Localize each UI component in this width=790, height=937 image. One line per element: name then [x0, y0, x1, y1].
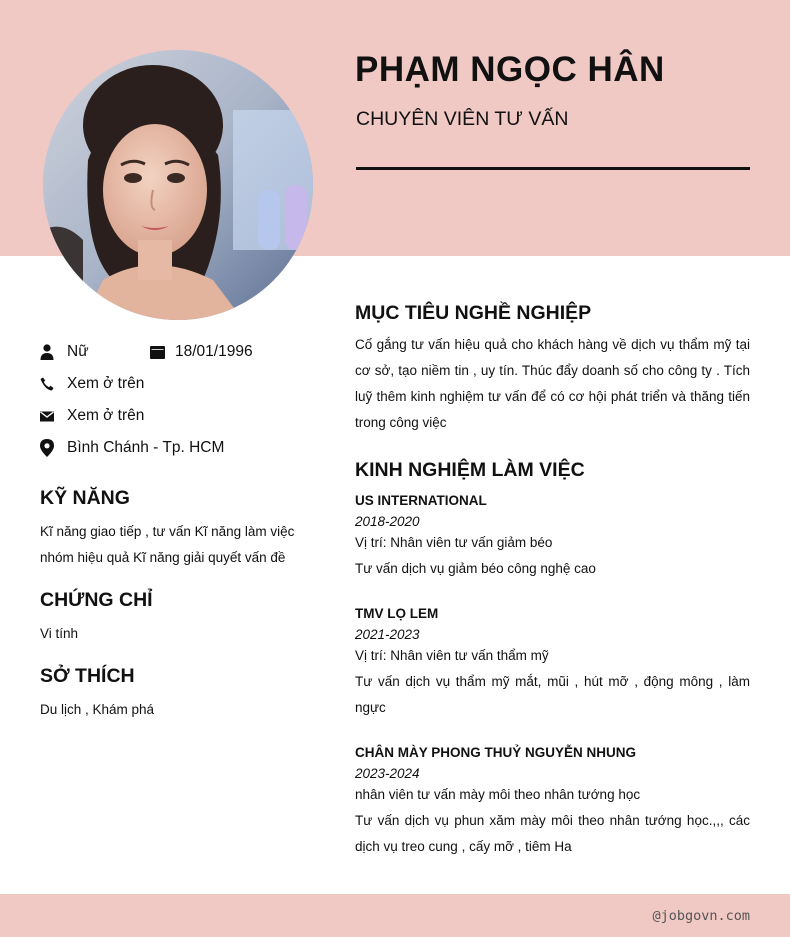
- job-description: Tư vấn dịch vụ phun xăm mày môi theo nhân tướng học.,,, các dịch vụ treo cung , cấy mỡ , tiêm Ha: [355, 813, 750, 854]
- skills-line: nhóm hiệu quả Kĩ năng giải quyết vấn đề: [40, 550, 286, 565]
- job-company: US INTERNATIONAL: [355, 493, 487, 508]
- objective-text: Cố gắng tư vấn hiệu quả cho khách hàng về dịch vụ thẩm mỹ tại cơ sở, tạo niềm tin , uy tín. Thúc đẩy doanh số cho công ty . Tích luỹ thêm kinh nghiệm tư vấn để có cơ hội phát triển và thăng tiến trong công việc: [355, 337, 750, 430]
- candidate-title: CHUYÊN VIÊN TƯ VẤN: [356, 108, 569, 130]
- email-icon: [40, 408, 54, 424]
- hobbies-text: Du lịch , Khám phá: [40, 702, 155, 717]
- job-entry: [355, 745, 750, 860]
- job-company: CHÂN MÀY PHONG THUỶ NGUYỄN NHUNG: [355, 745, 637, 760]
- title-divider: [356, 167, 750, 170]
- email-row: [40, 407, 144, 425]
- skills-line: Kĩ năng giao tiếp , tư vấn Kĩ năng làm việc: [40, 524, 295, 539]
- skills-text: [40, 519, 330, 571]
- birthdate-row: [150, 343, 253, 361]
- job-role: nhân viên tư vấn mày môi theo nhân tướng học: [355, 787, 641, 802]
- address-value: Bình Chánh - Tp. HCM: [67, 439, 225, 456]
- experience-heading: KINH NGHIỆM LÀM VIỆC: [355, 459, 585, 481]
- job-company: TMV LỌ LEM: [355, 606, 439, 621]
- job-description: Tư vấn dịch vụ thẩm mỹ mắt, mũi , hút mỡ , động mông , làm ngực: [355, 674, 750, 715]
- profile-photo: [43, 50, 313, 320]
- phone-value: Xem ở trên: [67, 375, 145, 392]
- gender-value: Nữ: [67, 343, 89, 360]
- candidate-name: PHẠM NGỌC HÂN: [355, 50, 665, 89]
- job-period: 2018-2020: [355, 514, 420, 529]
- person-icon: [40, 344, 54, 360]
- job-period: 2021-2023: [355, 627, 420, 642]
- address-row: [40, 439, 224, 457]
- birthdate-value: 18/01/1996: [175, 343, 253, 360]
- footer-watermark: @jobgovn.com: [652, 908, 750, 924]
- job-role: Vị trí: Nhân viên tư vấn thẩm mỹ: [355, 648, 549, 663]
- location-pin-icon: [40, 439, 54, 457]
- objective-heading: MỤC TIÊU NGHỀ NGHIỆP: [355, 302, 592, 324]
- job-entry: [355, 606, 750, 721]
- job-period: 2023-2024: [355, 766, 420, 781]
- certificates-heading: CHỨNG CHỈ: [40, 589, 153, 611]
- phone-row: [40, 375, 144, 393]
- phone-icon: [40, 376, 54, 392]
- job-entry: [355, 493, 750, 582]
- email-value: Xem ở trên: [67, 407, 145, 424]
- skills-heading: KỸ NĂNG: [40, 487, 130, 509]
- job-description: Tư vấn dịch vụ giảm béo công nghệ cao: [355, 561, 596, 576]
- hobbies-heading: SỞ THÍCH: [40, 665, 135, 687]
- job-role: Vị trí: Nhân viên tư vấn giảm béo: [355, 535, 553, 550]
- calendar-icon: [150, 344, 165, 360]
- gender-row: [40, 343, 89, 361]
- certificates-text: Vi tính: [40, 626, 79, 641]
